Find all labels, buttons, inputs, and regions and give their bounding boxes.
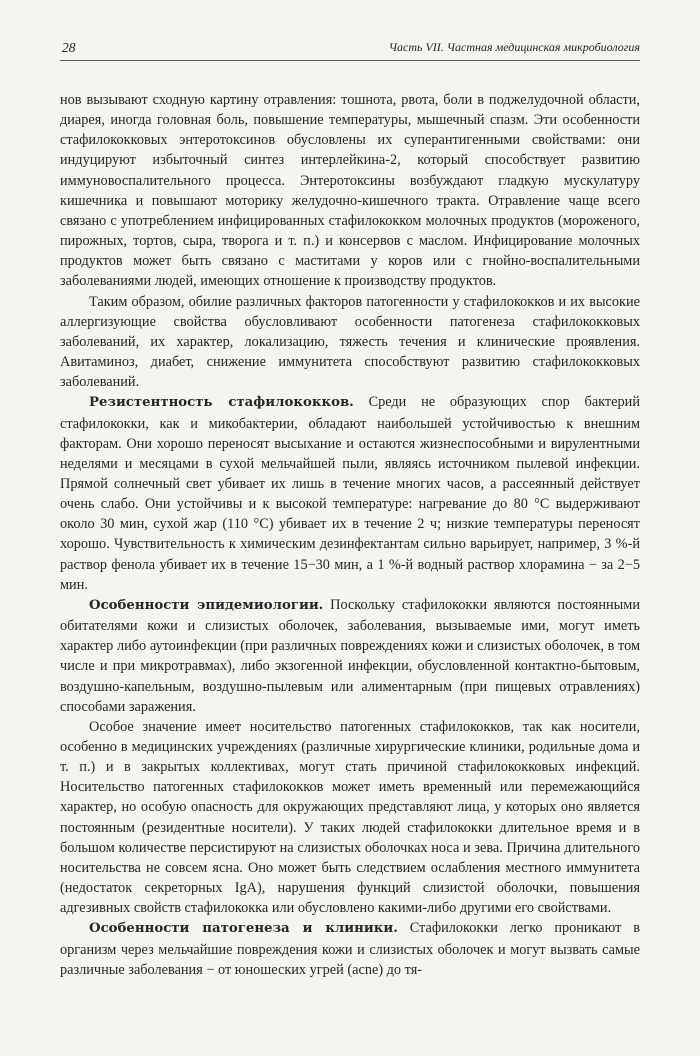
body-text — [60, 90, 640, 980]
paragraph — [60, 90, 640, 292]
paragraph — [60, 918, 640, 979]
paragraph — [60, 392, 640, 595]
run-in-heading: Резистентность стафилококков. — [89, 395, 354, 411]
paragraph — [60, 717, 640, 919]
paragraph-text: Особое значение имеет носительство патогенных стафилококков, так как носители, особенно в медицинских учреждениях (различные хирургические клиники, родильные дома и т. п.) и в закрытых коллективах, могут стать причиной стафилококковых инфекций. Носительство патогенных стафилококков может иметь временный или перемежающийся характер, но особую опасность для окружающих представляют лица, у которых оно является постоянным (резидентные носители). У таких людей стафилококки длительное время и в большом количестве персистируют на слизистых оболочках носа и зева. Причина длительного носительства не совсем ясна. Оно может быть следствием ослабления местного иммунитета (недостаток секреторных IgA), нарушения функций слизистой оболочки, повышения адгезивных свойств стафилококка или обусловлено какими-либо другими его свойствами. — [60, 718, 640, 917]
page-number: 28 — [62, 40, 76, 55]
paragraph — [60, 292, 640, 393]
page-header — [60, 36, 640, 61]
paragraph — [60, 595, 640, 717]
paragraph-text: нов вызывают сходную картину отравления: тошнота, рвота, боли в поджелудочной области, диарея, иногда головная боль, повышение температуры, мышечный спазм. Эти особенности стафилококковых энтеротоксинов обусловлены их суперантигенными свойствами: они индуцируют избыточный синтез интерлейкина-2, который способствует развитию иммуновоспалительного процесса. Энтеротоксины возбуждают гладкую мускулатуру кишечника и повышают моторику желудочно-кишечного тракта. Отравление чаще всего связано с употреблением инфицированных стафилококком молочных продуктов (мороженого, пирожных, тортов, сыра, творога и т. п.) и консервов с маслом. Инфицирование молочных продуктов может быть связано с маститами у коров или с гнойно-воспалительными заболеваниями людей, имеющих отношение к производству продуктов. — [60, 92, 640, 290]
paragraph-text: Таким образом, обилие различных факторов патогенности у стафилококков и их высокие аллергизующие свойства обусловливают особенности патогенеза стафилококковых заболеваний, их характер, локализацию, тяжесть течения и клинические проявления. Авитаминоз, диабет, снижение иммунитета способствуют развитию стафилококковых заболеваний. — [60, 293, 640, 391]
paragraph-text: Среди не образующих спор бактерий стафилококки, как и микобактерии, обладают наибольшей устойчивостью к внешним факторам. Они хорошо переносят высыхание и остаются жизнеспособными и вирулентными неделями и месяцами в сухой мельчайшей пыли, являясь источником пылевой инфекции. Прямой солнечный свет убивает их лишь в течение многих часов, а рассеянный действует очень слабо. Они устойчивы и к высокой температуре: нагревание до 80 °С выдерживают около 30 мин, сухой жар (110 °С) убивает их в течение 2 ч; низкие температуры переносят хорошо. Чувствительность к химическим дезинфектантам сильно варьирует, например, 3 %-й раствор фенола убивает их в течение 15−30 мин, а 1 %-й водный раствор хлорамина − за 2−5 мин. — [60, 394, 640, 593]
run-in-heading: Особенности эпидемиологии. — [89, 597, 324, 613]
run-in-heading: Особенности патогенеза и клиники. — [89, 921, 398, 937]
paragraph-text: Стафилококки легко проникают в организм через мельчайшие повреждения кожи и слизистых оболочек и могут вызвать самые различные заболевания − от юношеских угрей (acne) до тя- — [60, 920, 640, 978]
running-head: Часть VII. Частная медицинская микробиология — [388, 40, 640, 54]
paragraph-text: Поскольку стафилококки являются постоянными обитателями кожи и слизистых оболочек, заболевания, вызываемые ими, могут иметь характер либо аутоинфекции (при различных повреждениях кожи и слизистых оболочек, в том числе и при микротравмах), либо экзогенной инфекции, обусловленной контактно-бытовым, воздушно-капельным, воздушно-пылевым или алиментарным (при пищевых отравлениях) способами заражения. — [60, 596, 640, 715]
